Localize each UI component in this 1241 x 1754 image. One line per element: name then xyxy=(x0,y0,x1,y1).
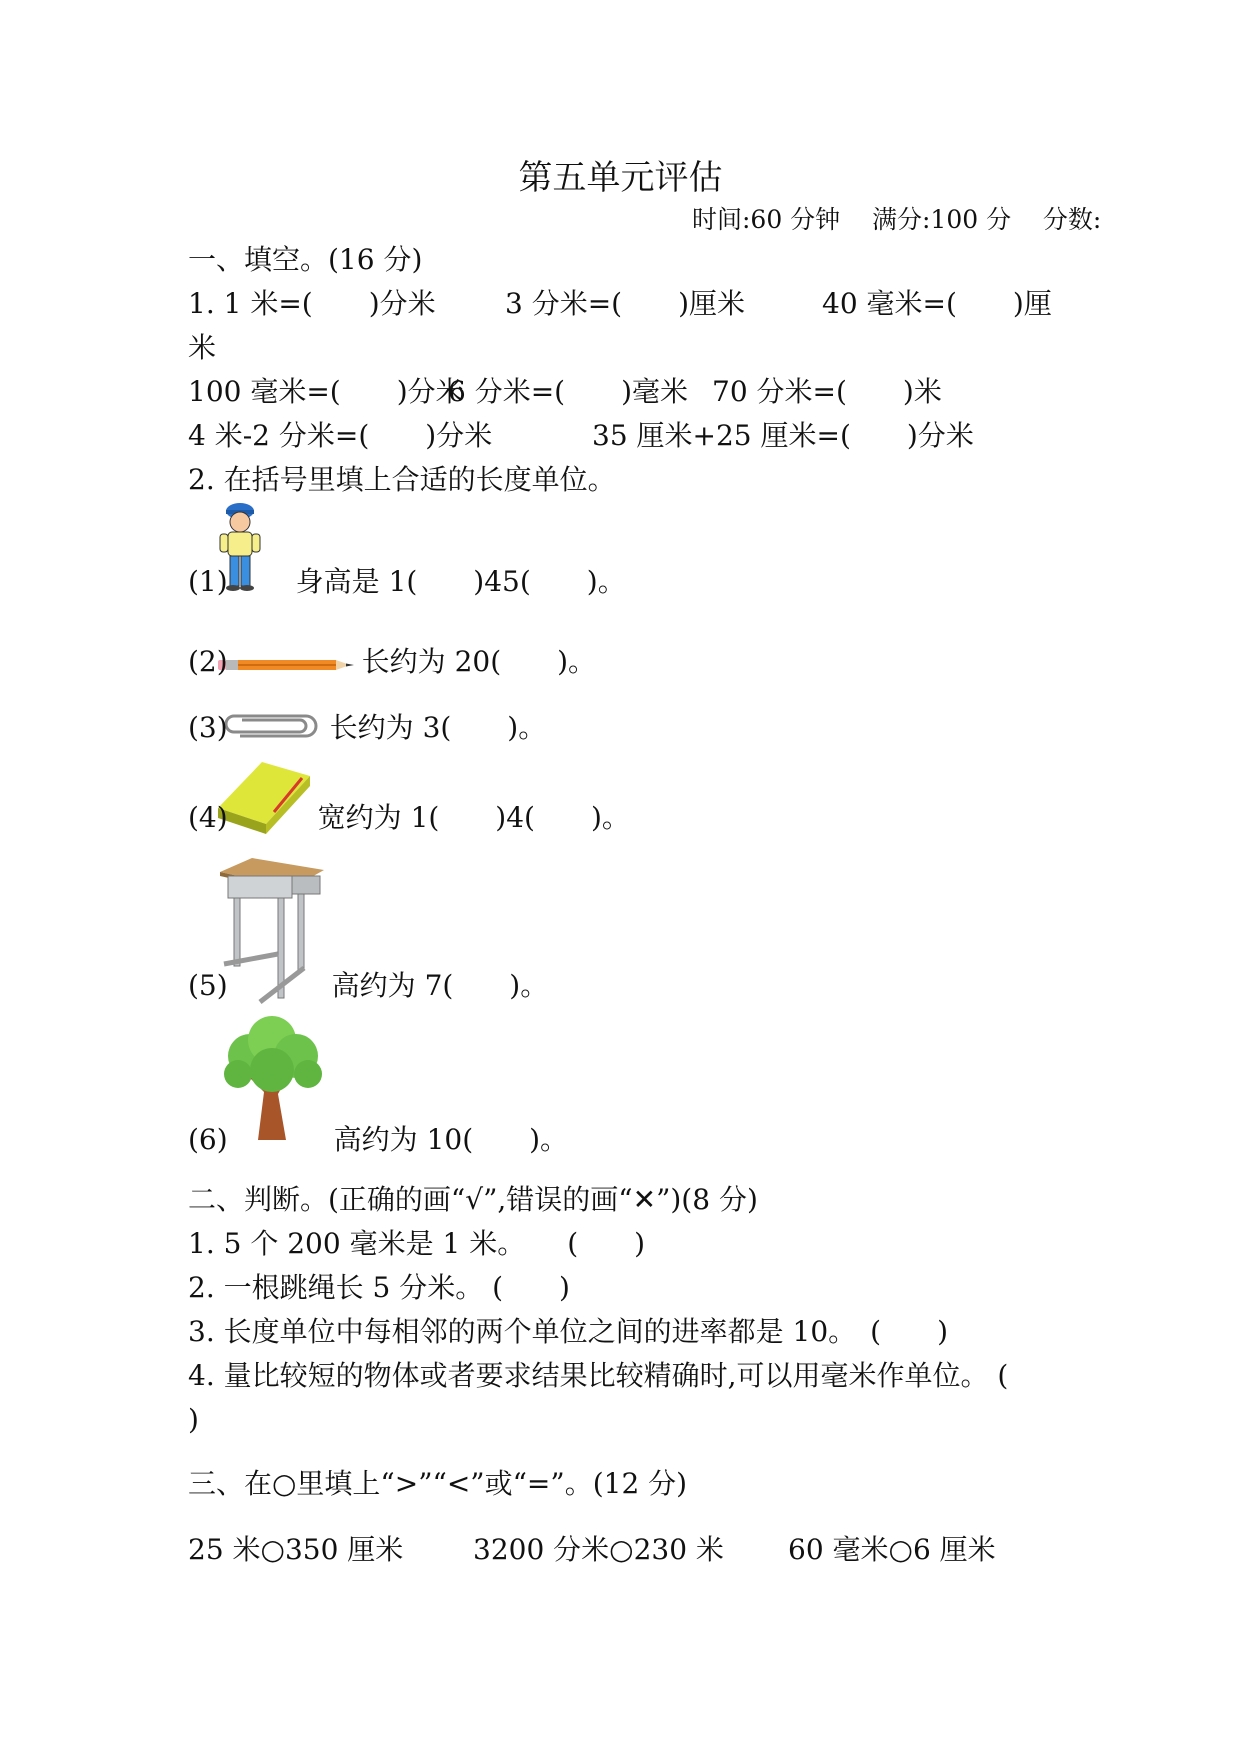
fill-1a: 1. 1 米=( )分米 xyxy=(188,287,436,320)
item-3-text: 长约为 3( )。 xyxy=(329,711,547,744)
compare-a: 25 米○350 厘米 xyxy=(188,1533,404,1566)
item-4-number: (4) xyxy=(188,801,228,834)
item-5 xyxy=(188,966,548,1006)
judge-1: 1. 5 个 200 毫米是 1 米。 ( ) xyxy=(188,1227,646,1260)
item-1 xyxy=(188,562,626,602)
item-6 xyxy=(188,1120,568,1160)
fill-2c: 70 分米=( )米 xyxy=(712,375,942,408)
item-3-number: (3) xyxy=(188,711,228,744)
fill-1c-wrap: 米 xyxy=(188,331,217,364)
full-score-label: 满分:100 分 xyxy=(871,205,1012,234)
item-5-number: (5) xyxy=(188,969,228,1002)
item-4 xyxy=(188,798,630,838)
item-1-number: (1) xyxy=(188,565,228,598)
item-3 xyxy=(188,708,546,748)
exam-meta xyxy=(692,202,1101,238)
compare-c: 60 毫米○6 厘米 xyxy=(788,1533,996,1566)
item-6-number: (6) xyxy=(188,1123,228,1156)
item-2-number: (2) xyxy=(188,645,228,678)
fill-1c: 40 毫米=( )厘 xyxy=(822,287,1052,320)
score-label: 分数: xyxy=(1042,205,1102,234)
section-3-heading: 三、在○里填上“>”“<”或“=”。(12 分) xyxy=(188,1467,688,1500)
fill-3b: 35 厘米+25 厘米=( )分米 xyxy=(592,419,974,452)
item-1-text: 身高是 1( )45( )。 xyxy=(295,565,626,598)
question-2: 2. 在括号里填上合适的长度单位。 xyxy=(188,463,616,496)
judge-2: 2. 一根跳绳长 5 分米。 ( ) xyxy=(188,1271,570,1304)
page-title: 第五单元评估 xyxy=(518,158,723,198)
section-1-heading: 一、填空。(16 分) xyxy=(188,243,423,276)
judge-4-wrap: ) xyxy=(188,1403,199,1436)
judge-4: 4. 量比较短的物体或者要求结果比较精确时,可以用毫米作单位。 ( xyxy=(188,1359,1009,1392)
item-6-text: 高约为 10( )。 xyxy=(333,1123,569,1156)
fill-2b: 6 分米=( )毫米 xyxy=(448,375,689,408)
fill-3a: 4 米-2 分米=( )分米 xyxy=(188,419,493,452)
fill-2a: 100 毫米=( )分米 xyxy=(188,375,464,408)
item-4-text: 宽约为 1( )4( )。 xyxy=(317,801,630,834)
fill-1b: 3 分米=( )厘米 xyxy=(505,287,746,320)
item-2 xyxy=(188,642,596,682)
judge-3: 3. 长度单位中每相邻的两个单位之间的进率都是 10。 ( ) xyxy=(188,1315,948,1348)
item-2-text: 长约为 20( )。 xyxy=(361,645,597,678)
time-label: 时间:60 分钟 xyxy=(692,205,841,234)
item-5-text: 高约为 7( )。 xyxy=(331,969,549,1002)
section-2-heading: 二、判断。(正确的画“√”,错误的画“✕”)(8 分) xyxy=(188,1183,758,1216)
compare-b: 3200 分米○230 米 xyxy=(473,1533,724,1566)
